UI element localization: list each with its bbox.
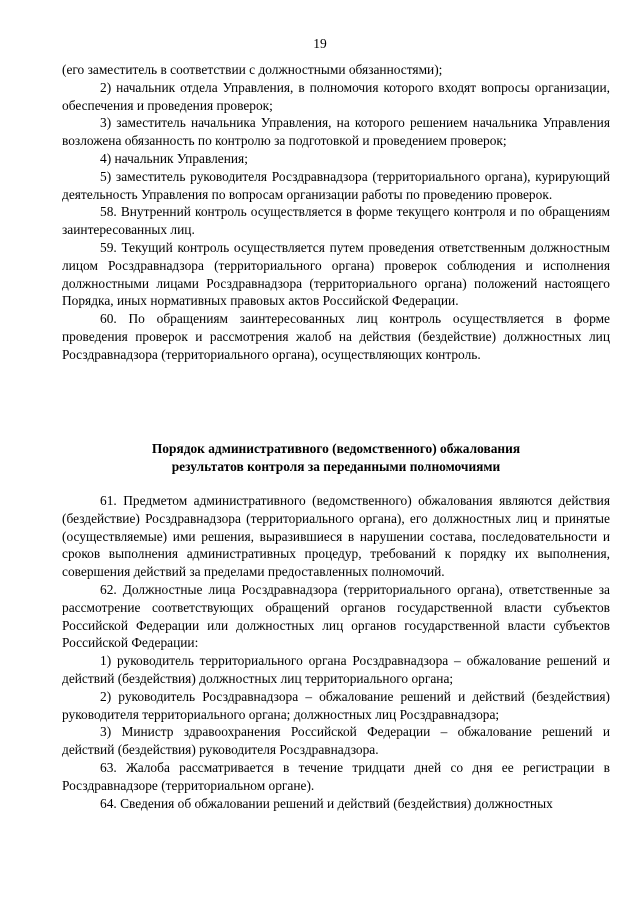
section-heading-line: Порядок административного (ведомственного) обжалования xyxy=(151,441,521,456)
paragraph: 59. Текущий контроль осуществляется путем проведения ответственным должностным лицом Росздравнадзора (территориального органа) проверок соблюдения и исполнения должностными лицами Росздравнадзора (территориального органа) положений настоящего Порядка, иных нормативных правовых актов Российской Федерации. xyxy=(62,239,610,309)
body-text-top xyxy=(62,61,610,364)
paragraph: 2) начальник отдела Управления, в полномочия которого входят вопросы организации, обеспечения и проведения проверок; xyxy=(62,79,610,113)
paragraph: 3) заместитель начальника Управления, на которого решением начальника Управления возложена обязанность по контролю за подготовкой и проведением проверок; xyxy=(62,115,610,149)
paragraph: 62. Должностные лица Росздравнадзора (территориального органа), ответственные за рассмотрение соответствующих обращений органов государственной власти субъектов Российской Федерации или должностных лиц органов государственной власти субъектов Российской Федерации: xyxy=(62,581,610,651)
body-text-bottom xyxy=(62,492,610,812)
paragraph: 58. Внутренний контроль осуществляется в форме текущего контроля и по обращениям заинтересованных лиц. xyxy=(62,204,610,238)
section-heading xyxy=(62,440,610,476)
paragraph: 61. Предметом административного (ведомственного) обжалования являются действия (бездействие) Росздравнадзора (территориального органа), его должностных лиц и принятые (осуществляемые) ими решения, выразившиеся в нарушении состава, последовательности и сроков выполнения административных процедур, требований к порядку их выполнения, совершения действий за пределами предоставленных полномочий. xyxy=(62,493,610,580)
paragraph: 5) заместитель руководителя Росздравнадзора (территориального органа), курирующий деятельность Управления по вопросам организации работы по проведению проверок. xyxy=(62,168,610,202)
paragraph: 3) Министр здравоохранения Российской Федерации – обжалование решений и действий (бездействия) руководителя Росздравнадзора. xyxy=(62,724,610,758)
paragraph: 64. Сведения об обжаловании решений и действий (бездействия) должностных xyxy=(100,795,553,811)
page-number: 19 xyxy=(313,36,327,51)
section-heading-line: результатов контроля за переданными полномочиями xyxy=(171,459,501,474)
paragraph: (его заместитель в соответствии с должностными обязанностями); xyxy=(62,62,443,77)
paragraph: 60. По обращениям заинтересованных лиц контроль осуществляется в форме проведения проверок и рассмотрения жалоб на действия (бездействие) должностных лиц Росздравнадзора (территориального органа), осуществляющих контроль. xyxy=(62,311,610,362)
paragraph: 63. Жалоба рассматривается в течение тридцати дней со дня ее регистрации в Росздравнадзоре (территориальном органе). xyxy=(62,759,610,793)
paragraph: 1) руководитель территориального органа Росздравнадзора – обжалование решений и действий (бездействия) должностных лиц территориального органа; xyxy=(62,653,610,686)
paragraph: 2) руководитель Росздравнадзора – обжалование решений и действий (бездействия) руководителя территориального органа; должностных лиц Росздравнадзора; xyxy=(62,688,610,722)
paragraph: 4) начальник Управления; xyxy=(100,150,248,166)
